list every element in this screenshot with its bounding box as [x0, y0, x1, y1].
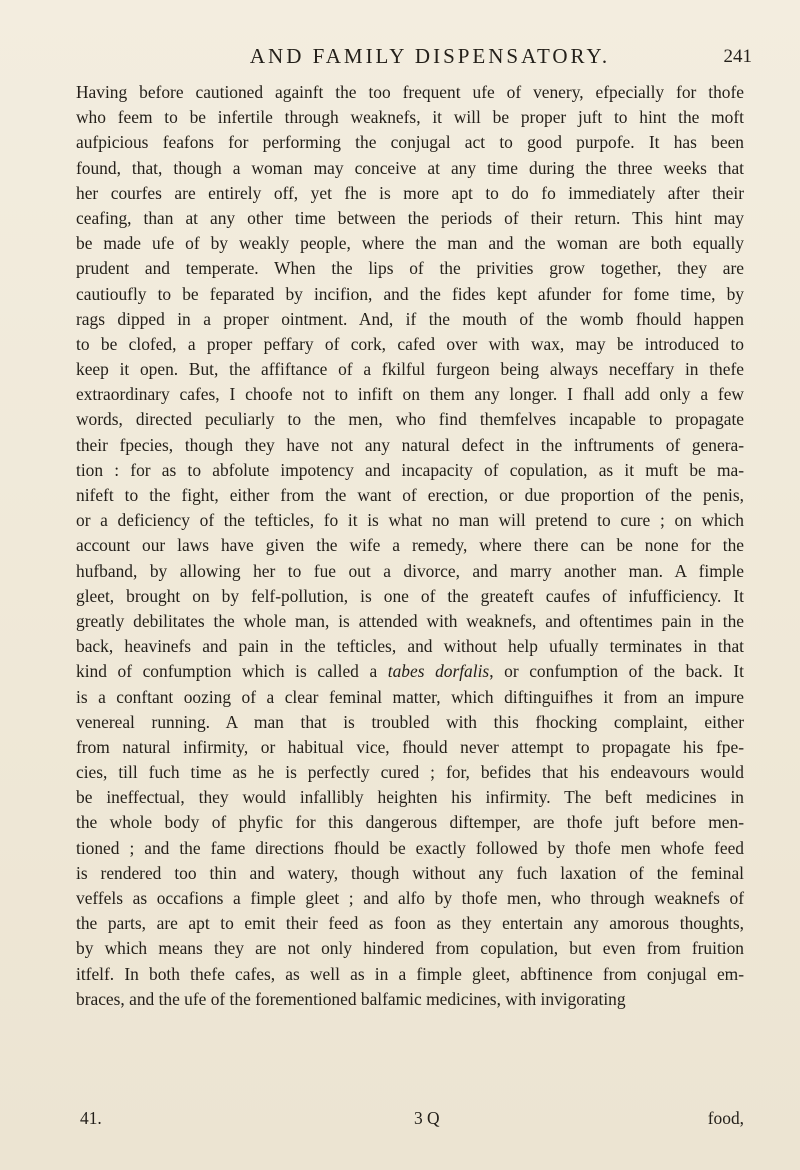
text-line: cies, till fuch time as he is perfectly cured ; for, befides that his endeavours would: [76, 762, 744, 783]
catchword: food,: [707, 1108, 744, 1128]
text-line: account our laws have given the wife a remedy, where there can be none for the: [76, 535, 744, 556]
text-line: nifeft to the fight, either from the want of erection, or due proportion of the penis,: [76, 485, 744, 505]
text-line: or a deficiency of the tefticles, fo it is what no man will pretend to cure ; on which: [76, 510, 744, 531]
body-text: [76, 80, 744, 1012]
text-line: their fpecies, though they have not any natural defect in the inftruments of genera-: [76, 434, 744, 455]
text-line: rags dipped in a proper ointment. And, if the mouth of the womb fhould happen: [76, 308, 744, 329]
text-line: be made ufe of by weakly people, where the man and the woman are both equally: [76, 233, 744, 254]
page-footer: [76, 1105, 744, 1131]
text-line: aufpicious feafons for performing the conjugal act to good purpofe. It has been: [76, 132, 744, 153]
text-line: from natural infirmity, or habitual vice, fhould never attempt to propagate his fpe-: [76, 736, 744, 757]
text-line: tioned ; and the fame directions fhould be exactly followed by thofe men whofe feed: [76, 837, 744, 858]
text-line: the whole body of phyfic for this dangerous diftemper, are thofe juft before men-: [76, 812, 744, 833]
text-line: words, directed peculiarly to the men, who find themfelves incapable to propagate: [76, 409, 744, 430]
text-line: prudent and temperate. When the lips of the privities grow together, they are: [76, 258, 744, 279]
text-line: to be clofed, a proper peffary of cork, cafed over with wax, may be introduced to: [76, 333, 744, 354]
italic-term: tabes dorfalis: [387, 661, 490, 682]
text-line: veffels as occafions a fimple gleet ; and alfo by thofe men, who through weaknefs of: [76, 888, 744, 908]
page-number: 241: [723, 46, 752, 67]
text-line: gleet, brought on by felf-pollution, is one of the greateft caufes of infufficiency. It: [76, 585, 744, 606]
text-line: back, heavinefs and pain in the tefticles, and without help ufually terminates in that: [76, 636, 744, 657]
running-title: AND FAMILY DISPENSATORY.: [249, 44, 611, 68]
signature-number: 41.: [80, 1108, 102, 1128]
text-line: tion : for as to abfolute impotency and incapacity of copulation, as it muft be ma-: [76, 459, 744, 480]
text-line: be ineffectual, they would infallibly heighten his infirmity. The beft medicines in: [76, 787, 744, 808]
text-line: kind of confumption which is called a tabes dorfalis, or confumption of the back. It: [76, 661, 744, 682]
text-line: venereal running. A man that is troubled with this fhocking complaint, either: [76, 711, 744, 732]
text-line: greatly debilitates the whole man, is attended with weaknefs, and oftentimes pain in the: [76, 610, 744, 631]
text-line: itfelf. In both thefe cafes, as well as in a fimple gleet, abftinence from conjugal em-: [76, 963, 744, 984]
text-line: is rendered too thin and watery, though without any fuch laxation of the feminal: [76, 862, 744, 883]
text-line: braces, and the ufe of the forementioned balfamic medicines, with invigorating: [76, 988, 626, 1009]
text-line: Having before cautioned againft the too frequent ufe of venery, efpecially for thofe: [76, 82, 744, 102]
text-line: cautioufly to be feparated by incifion, and the fides kept afunder for fome time, by: [76, 283, 744, 304]
text-line: extraordinary cafes, I choofe not to infift on them any longer. I fhall add only a few: [76, 384, 744, 405]
text-line: by which means they are not only hindered from copulation, but even from fruition: [76, 938, 744, 959]
text-line: hufband, by allowing her to fue out a divorce, and marry another man. A fimple: [76, 560, 744, 581]
text-line: ceafing, than at any other time between the periods of their return. This hint may: [76, 207, 744, 228]
text-line: is a conftant oozing of a clear feminal matter, which diftinguifhes it from an impure: [76, 686, 744, 707]
signature-mark: 3 Q: [414, 1108, 440, 1128]
text-line: her courfes are entirely off, yet fhe is more apt to do fo immediately after their: [76, 182, 744, 203]
text-line: found, that, though a woman may conceive at any time during the three weeks that: [76, 157, 744, 178]
text-line: keep it open. But, the affiftance of a fkilful furgeon being always neceffary in thefe: [76, 359, 744, 380]
text-line: the parts, are apt to emit their feed as foon as they entertain any amorous thoughts,: [76, 913, 744, 934]
text-line: who feem to be infertile through weaknefs, it will be proper juft to hint the moft: [76, 107, 744, 128]
